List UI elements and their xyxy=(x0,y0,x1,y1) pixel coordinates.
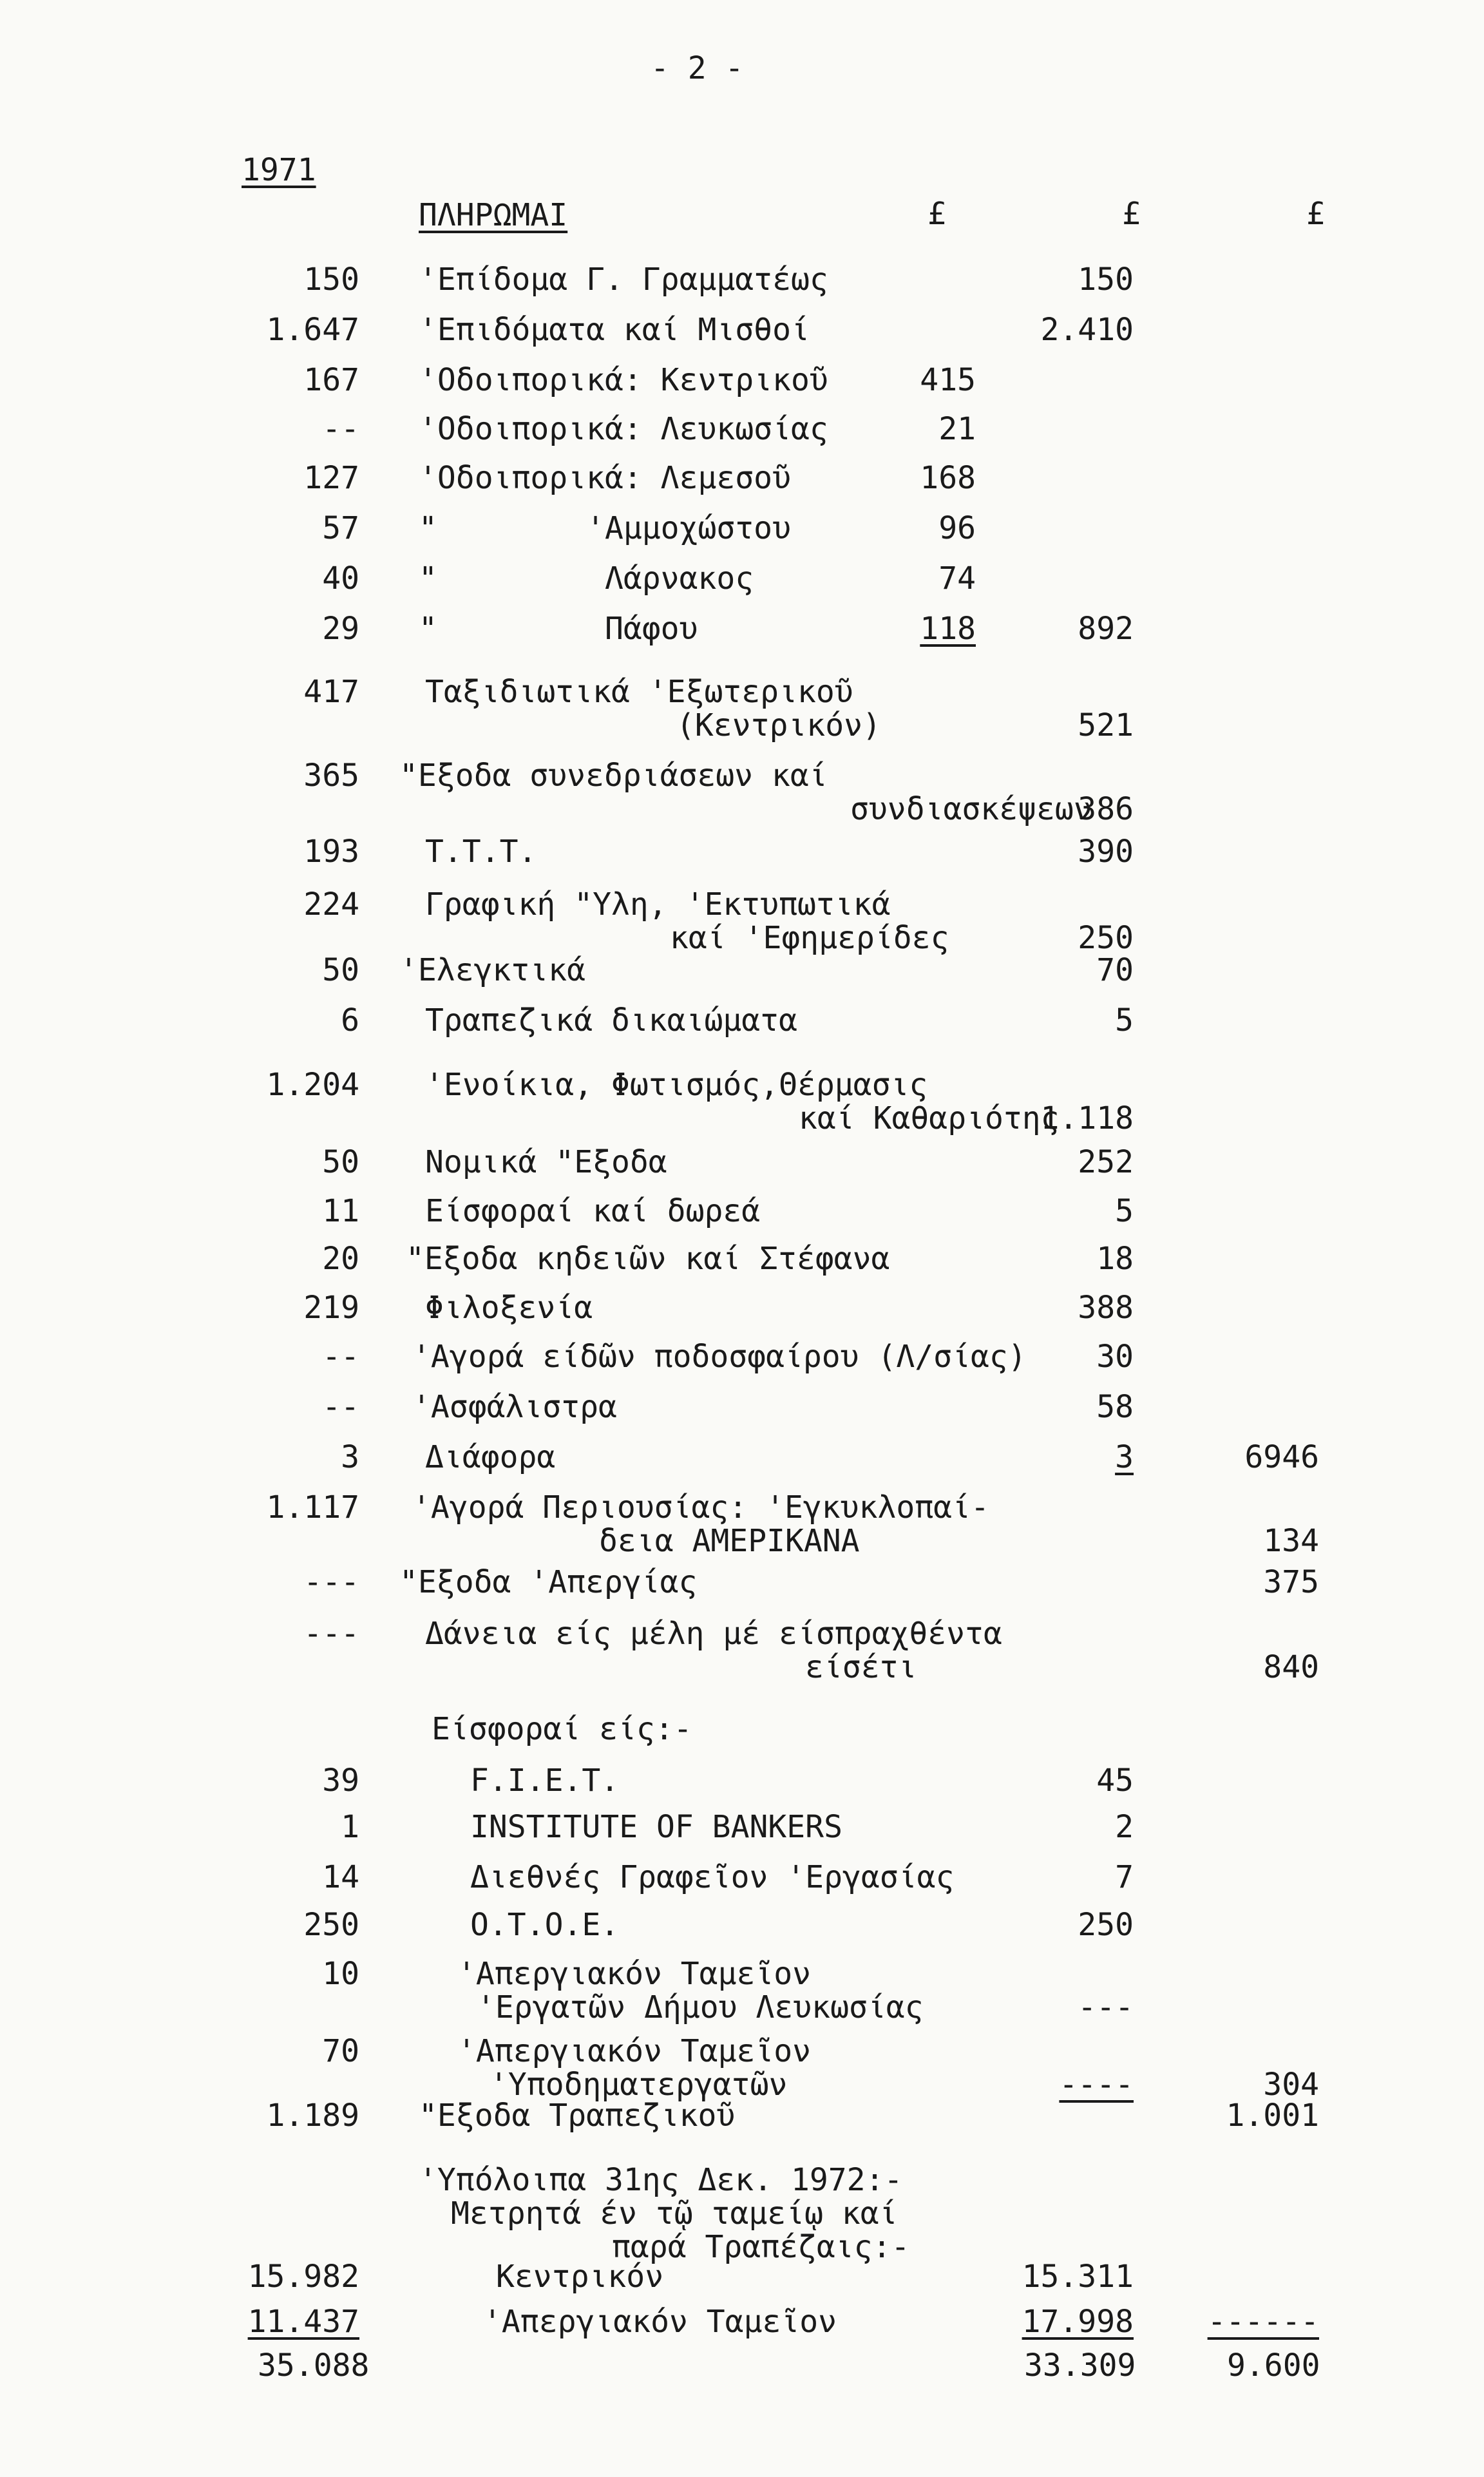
amount-col2: 1.118 xyxy=(1040,1100,1134,1136)
amount-col3: 840 xyxy=(1263,1649,1319,1685)
amount-col3: 6946 xyxy=(1244,1439,1319,1475)
prior-year-amount: 167 xyxy=(303,362,359,398)
amount-col2: 386 xyxy=(1078,791,1134,827)
amount-col2: 250 xyxy=(1078,920,1134,956)
amount-col2: 45 xyxy=(1096,1763,1134,1799)
row-description: INSTITUTE OF BANKERS xyxy=(470,1809,842,1845)
prior-year-amount: 193 xyxy=(303,834,359,870)
page-number: - 2 - xyxy=(651,50,744,86)
amount-col2: ---- xyxy=(1059,2067,1134,2103)
row-description: 'Ασφάλιστρα xyxy=(412,1389,617,1425)
prior-year-amount: 70 xyxy=(322,2033,359,2069)
prior-year-amount: 15.982 xyxy=(247,2259,359,2295)
row-description-continued: 'Εργατῶν Δήμου Λευκωσίας xyxy=(477,1989,924,2025)
prior-year-amount: 40 xyxy=(322,560,359,597)
row-description-continued: δεια ΑΜΕΡΙΚΑΝΑ xyxy=(599,1523,860,1559)
prior-year-amount: 14 xyxy=(322,1859,359,1895)
row-description: Ταξιδιωτικά 'Εξωτερικοῦ xyxy=(425,674,853,710)
row-description: 'Απεργιακόν Ταμεῖον xyxy=(483,2304,837,2340)
prior-year-amount: 224 xyxy=(303,886,359,923)
amount-col2: 70 xyxy=(1096,952,1134,988)
prior-year-amount: 57 xyxy=(322,510,359,546)
prior-year-amount: --- xyxy=(303,1616,359,1652)
prior-year-amount: 6 xyxy=(341,1002,359,1038)
amount-col2: --- xyxy=(1078,1989,1134,2025)
amount-col2: 58 xyxy=(1096,1389,1134,1425)
amount-col2: 521 xyxy=(1078,707,1134,743)
row-description-continued: καί 'Εφημερίδες xyxy=(670,920,949,956)
row-description: F.I.E.T. xyxy=(470,1763,620,1799)
amount-col2: 15.311 xyxy=(1022,2259,1134,2295)
prior-year-amount: 417 xyxy=(303,674,359,710)
row-description: Τ.Τ.Τ. xyxy=(425,834,537,870)
amount-col1: 74 xyxy=(938,560,976,597)
row-description: 'Οδοιπορικά: Λεμεσοῦ xyxy=(419,460,791,496)
amount-col3: 1.001 xyxy=(1226,2098,1319,2134)
amount-col2: 3 xyxy=(1115,1439,1134,1475)
row-description: 'Ελεγκτικά xyxy=(399,952,585,988)
year-label: 1971 xyxy=(242,152,316,188)
row-description: 'Οδοιπορικά: Κεντρικοῦ xyxy=(419,362,828,398)
row-description: " Λάρνακος xyxy=(419,560,754,597)
total-col2: 33.309 xyxy=(1024,2348,1136,2384)
prior-year-amount: -- xyxy=(322,1389,359,1425)
prior-year-amount: 10 xyxy=(322,1956,359,1992)
currency-header-2: £ xyxy=(1122,196,1141,232)
total-col3: 9.600 xyxy=(1227,2348,1320,2384)
amount-col1: 168 xyxy=(920,460,976,496)
row-description-continued: Μετρητά έν τῷ ταμείῳ καί xyxy=(451,2195,898,2232)
row-description: 'Οδοιπορικά: Λευκωσίας xyxy=(419,411,828,447)
amount-col2: 390 xyxy=(1078,834,1134,870)
row-description: 'Ενοίκια, Φωτισμός,Θέρμασις xyxy=(425,1067,928,1103)
row-description: 'Απεργιακόν Ταμεῖον xyxy=(457,2033,812,2069)
amount-col2: 18 xyxy=(1096,1241,1134,1277)
prior-year-amount: 1.204 xyxy=(266,1067,359,1103)
row-description: Διεθνές Γραφεῖον 'Εργασίας xyxy=(470,1859,955,1895)
row-description: 'Αγορά Περιουσίας: 'Εγκυκλοπαί- xyxy=(412,1489,989,1525)
row-description: Γραφική "Υλη, 'Εκτυπωτικά xyxy=(425,886,891,923)
currency-header-3: £ xyxy=(1306,196,1325,232)
row-description: Ο.Τ.Ο.Ε. xyxy=(470,1907,620,1943)
prior-year-amount: 127 xyxy=(303,460,359,496)
row-description: "Εξοδα Τραπεζικοῦ xyxy=(419,2098,736,2134)
prior-year-amount: 1.189 xyxy=(266,2098,359,2134)
amount-col2: 150 xyxy=(1078,262,1134,298)
row-description: 'Επίδομα Γ. Γραμματέως xyxy=(419,262,828,298)
row-description-continued: είσέτι xyxy=(805,1649,917,1685)
prior-year-amount: 365 xyxy=(303,758,359,794)
amount-col2: 7 xyxy=(1115,1859,1134,1895)
row-description-continued: 'Υποδηματεργατῶν xyxy=(490,2067,788,2103)
prior-year-amount: 250 xyxy=(303,1907,359,1943)
row-description: 'Επιδόματα καί Μισθοί xyxy=(419,312,810,348)
prior-year-amount: 150 xyxy=(303,262,359,298)
amount-col3: 304 xyxy=(1263,2067,1319,2103)
row-description: 'Αγορά είδῶν ποδοσφαίρου (Λ/σίας) xyxy=(412,1339,1027,1375)
prior-year-amount: 29 xyxy=(322,611,359,647)
amount-col3: 134 xyxy=(1263,1523,1319,1559)
amount-col2: 892 xyxy=(1078,611,1134,647)
prior-year-amount: 11.437 xyxy=(247,2304,359,2340)
amount-col2: 388 xyxy=(1078,1290,1134,1326)
row-description: 'Απεργιακόν Ταμεῖον xyxy=(457,1956,812,1992)
prior-year-amount: 39 xyxy=(322,1763,359,1799)
prior-year-amount: 3 xyxy=(341,1439,359,1475)
row-description: Είσφοραί καί δωρεά xyxy=(425,1193,761,1229)
amount-col2: 2 xyxy=(1115,1809,1134,1845)
row-description: Νομικά "Εξοδα xyxy=(425,1144,667,1180)
prior-year-amount: 1.647 xyxy=(266,312,359,348)
row-description: Φιλοξενία xyxy=(425,1290,593,1326)
prior-year-amount: 11 xyxy=(322,1193,359,1229)
prior-year-amount: 1.117 xyxy=(266,1489,359,1525)
prior-year-amount: --- xyxy=(303,1564,359,1600)
amount-col2: 30 xyxy=(1096,1339,1134,1375)
amount-col2: 17.998 xyxy=(1022,2304,1134,2340)
row-description: " 'Αμμοχώστου xyxy=(419,510,791,546)
amount-col3: ------ xyxy=(1207,2304,1319,2340)
prior-year-amount: -- xyxy=(322,1339,359,1375)
total-prior: 35.088 xyxy=(258,2348,370,2384)
prior-year-amount: 20 xyxy=(322,1241,359,1277)
amount-col1: 415 xyxy=(920,362,976,398)
row-description: Τραπεζικά δικαιώματα xyxy=(425,1002,797,1038)
amount-col2: 5 xyxy=(1115,1002,1134,1038)
prior-year-amount: 50 xyxy=(322,952,359,988)
prior-year-amount: -- xyxy=(322,411,359,447)
section-heading: ΠΛΗΡΩΜΑΙ xyxy=(419,197,568,233)
prior-year-amount: 50 xyxy=(322,1144,359,1180)
amount-col1: 96 xyxy=(938,510,976,546)
amount-col3: 375 xyxy=(1263,1564,1319,1600)
row-description: 'Υπόλοιπα 31ης Δεκ. 1972:- xyxy=(419,2162,903,2198)
row-description: Διάφορα xyxy=(425,1439,556,1475)
amount-col1: 118 xyxy=(920,611,976,647)
currency-header-1: £ xyxy=(928,196,946,232)
amount-col2: 2.410 xyxy=(1040,312,1134,348)
amount-col2: 252 xyxy=(1078,1144,1134,1180)
row-description: "Εξοδα κηδειῶν καί Στέφανα xyxy=(406,1241,890,1277)
row-description: Δάνεια είς μέλη μέ είσπραχθέντα xyxy=(425,1616,1002,1652)
prior-year-amount: 1 xyxy=(341,1809,359,1845)
row-description: Κεντρικόν xyxy=(496,2259,664,2295)
amount-col1: 21 xyxy=(938,411,976,447)
row-description: "Εξοδα συνεδριάσεων καί xyxy=(399,758,828,794)
row-description-continued: συνδιασκέψεων xyxy=(850,791,1092,827)
row-description: "Εξοδα 'Απεργίας xyxy=(399,1564,698,1600)
row-description: " Πάφου xyxy=(419,611,698,647)
row-description-continued: παρά Τραπέζαις:- xyxy=(612,2229,910,2265)
row-description-continued: (Κεντρικόν) xyxy=(676,707,881,743)
row-description-continued: καί Καθαριότης xyxy=(799,1100,1060,1136)
amount-col2: 250 xyxy=(1078,1907,1134,1943)
prior-year-amount: 219 xyxy=(303,1290,359,1326)
row-description: Είσφοραί είς:- xyxy=(432,1711,692,1747)
amount-col2: 5 xyxy=(1115,1193,1134,1229)
